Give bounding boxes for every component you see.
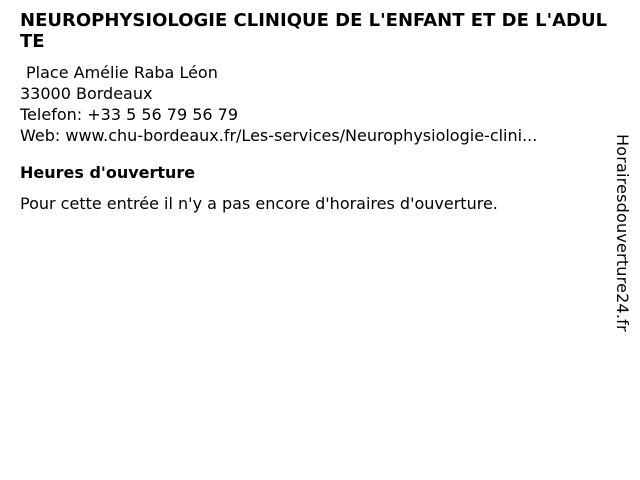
city-postcode: 33000 Bordeaux — [20, 84, 153, 103]
listing-panel — [20, 10, 610, 214]
address-block — [20, 62, 610, 146]
street-address: Place Amélie Raba Léon — [26, 63, 218, 82]
opening-hours-note: Pour cette entrée il n'y a pas encore d'horaires d'ouverture. — [20, 194, 498, 213]
website-link[interactable]: Web: www.chu-bordeaux.fr/Les-services/Neurophysiologie-clini... — [20, 126, 538, 145]
opening-hours-heading: Heures d'ouverture — [20, 163, 196, 182]
listing-title: NEUROPHYSIOLOGIE CLINIQUE DE L'ENFANT ET DE L'ADULTE — [20, 10, 608, 52]
site-watermark: Horairesdouverture24.fr — [613, 134, 632, 332]
phone-number[interactable]: Telefon: +33 5 56 79 56 79 — [20, 105, 239, 124]
